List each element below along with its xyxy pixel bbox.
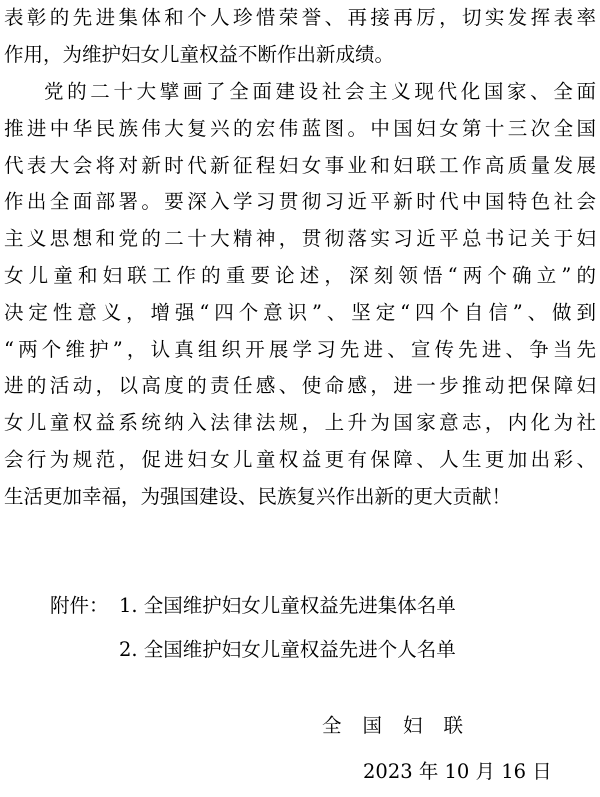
paragraph-line: 会行为规范，促进妇女儿童权益更有保障、人生更加出彩、 <box>4 447 596 471</box>
paragraph-line: 作用，为维护妇女儿童权益不断作出新成绩。 <box>4 42 395 66</box>
paragraph-line: 决定性意义，增强“四个意识”、坚定“四个自信”、做到 <box>4 300 596 324</box>
attachment-item: 1. 全国维护妇女儿童权益先进集体名单 <box>119 594 456 617</box>
paragraph-line: 女儿童和妇联工作的重要论述，深刻领悟“两个确立”的 <box>4 263 596 287</box>
paragraph-line: 主义思想和党的二十大精神，贯彻落实习近平总书记关于妇 <box>4 227 596 251</box>
paragraph-2 <box>0 74 600 516</box>
attachment-label: 附件： <box>50 594 109 617</box>
paragraph-line: 推进中华民族伟大复兴的宏伟蓝图。中国妇女第十三次全国 <box>4 116 596 140</box>
paragraph-line: 表彰的先进集体和个人珍惜荣誉、再接再厉，切实发挥表率 <box>4 6 596 29</box>
paragraph-line: 代表大会将对新时代新征程妇女事业和妇联工作高质量发展 <box>4 153 596 177</box>
paragraph-line: 党的二十大擘画了全面建设社会主义现代化国家、全面 <box>44 80 596 103</box>
signature-organization: 全国妇联 <box>322 714 485 737</box>
paragraph-line: 生活更加幸福，为强国建设、民族复兴作出新的更大贡献！ <box>4 484 512 508</box>
attachment-item: 2. 全国维护妇女儿童权益先进个人名单 <box>119 638 456 661</box>
paragraph-line: “两个维护”，认真组织开展学习先进、宣传先进、争当先 <box>4 337 596 361</box>
paragraph-line: 女儿童权益系统纳入法律法规，上升为国家意志，内化为社 <box>4 411 596 435</box>
signature-date: 2023 年 10 月 16 日 <box>363 760 552 783</box>
paragraph-line: 作出全面部署。要深入学习贯彻习近平新时代中国特色社会 <box>4 190 596 214</box>
paragraph-1 <box>0 0 600 74</box>
paragraph-line: 进的活动，以高度的责任感、使命感，进一步推动把保障妇 <box>4 374 596 398</box>
